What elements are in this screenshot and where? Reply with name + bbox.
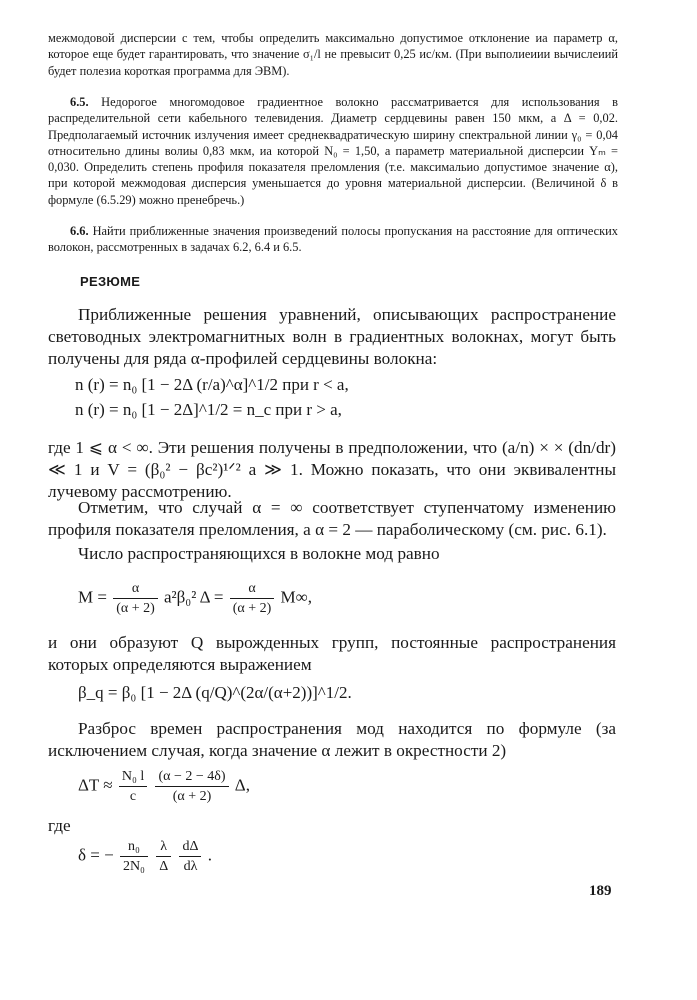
eq4-tail: Δ,	[234, 775, 250, 795]
problem-6-5-text: Недорогое многомодовое градиентное волокно рассматривается для использования в распределительной сети кабельного телевидения. Диаметр сердцевины равен 150 мкм, а Δ = 0,02. Предполагаемый источник излучения имеет среднеквадратическую ширину спектральной линии γ₀ = 0,04 относительно длины волиы 0,83 мкм, иа которой N₀ = 1,50, а параметр материальной дисперсии Yₘ = 0,030. Определить степень профиля показателя преломления (т.е. максимальио допустимое значение α), при которой межмодовая дисперсия уменьшается до уровня материальной дисперсии. (Величиной δ в формуле (6.5.29) можно пренебречь.)	[48, 95, 618, 207]
summary-paragraph-1-text: Приближенные решения уравнений, описывающих распространение световодных электромагнитных волн в градиентных волокнах, могут быть получены для ряда α-профилей сердцевины волокна:	[48, 305, 616, 368]
summary-paragraph-5	[48, 632, 616, 676]
problem-6-5-number: 6.5.	[70, 95, 89, 109]
problem-6-6-text: Найти приближенные значения произведений полосы пропускания на расстояние для оптических волокон, рассмотренных в задачах 6.2, 6.4 и 6.5.	[48, 224, 618, 255]
equation-propagation-constants: β_q = β₀ [1 − 2Δ (q/Q)^(2α/(α+2))]^1/2.	[78, 683, 352, 702]
problem-6-4-text: межмодовой дисперсии с тем, чтобы определить максимально допустимое отклонение иа параметр α, которое еще будет гарантировать, что значение σ₁/l не превысит 0,25 ис/км. (При выполиеиии вычислеиий будет полезиа короткая программа для ЭВМ).	[48, 31, 618, 78]
eq2-lhs: M =	[78, 587, 107, 607]
equation-profile-line-2: n (r) = n₀ [1 − 2Δ]^1/2 = n_c при r > a,	[75, 400, 342, 419]
equation-profile-line-1: n (r) = n₀ [1 − 2Δ (r/a)^α]^1/2 при r < a,	[75, 375, 349, 394]
summary-paragraph-6-text: Разброс времен распространения мод находится по формуле (за исключением случая, когда значение α лежит в окрестности 2)	[48, 719, 616, 760]
summary-paragraph-4-text: Число распространяющихся в волокне мод равно	[78, 544, 440, 563]
summary-paragraph-4	[48, 543, 616, 565]
section-heading: РЕЗЮМЕ	[80, 274, 141, 289]
eq4-lhs: ΔT ≈	[78, 775, 113, 795]
problem-6-6	[48, 223, 618, 256]
eq4-fraction-1: $\frac{\text{N₀ l}}{c}$	[119, 768, 147, 805]
equation-delay-spread	[78, 768, 250, 805]
summary-paragraph-2	[48, 437, 616, 503]
summary-paragraph-3	[48, 497, 616, 541]
problem-6-6-number: 6.6.	[70, 224, 89, 238]
summary-paragraph-7	[48, 815, 616, 837]
summary-paragraph-1	[48, 304, 616, 370]
summary-paragraph-6	[48, 718, 616, 762]
equation-mode-count	[78, 580, 312, 617]
eq5-lhs: δ = −	[78, 845, 114, 865]
eq2-fraction-2: $\frac{\alpha}{(\alpha + 2)}$	[230, 580, 275, 617]
problem-6-5	[48, 94, 618, 208]
equation-delta	[78, 838, 212, 875]
eq5-fraction-3: $\frac{d\Delta}{d\lambda}$	[179, 838, 201, 875]
problem-6-4-tail	[48, 30, 618, 79]
eq5-fraction-2: $\frac{\lambda}{\Delta}$	[156, 838, 171, 875]
eq4-fraction-2: $\frac{(\alpha - 2 - 4\delta)}{(\alpha + 2)}$	[155, 768, 228, 805]
summary-paragraph-3-text: Отметим, что случай α = ∞ соответствует ступенчатому изменению профиля показателя преломления, а α = 2 — параболическому (см. рис. 6.1).	[48, 498, 616, 539]
summary-paragraph-5-text: и они образуют Q вырожденных групп, постоянные распространения которых определяются выражением	[48, 633, 616, 674]
eq2-middle: a²β₀² Δ =	[164, 587, 224, 607]
eq5-fraction-1: $\frac{\text{n₀}}{\text{2N₀}}$	[120, 838, 148, 875]
eq2-tail: M∞,	[280, 587, 313, 607]
eq5-tail: .	[207, 845, 212, 865]
summary-paragraph-7-text: где	[48, 816, 71, 835]
summary-paragraph-2-text: где 1 ⩽ α < ∞. Эти решения получены в предположении, что (a/n) × × (dn/dr) ≪ 1 и V = (β₀² − βc²)¹ᐟ² a ≫ 1. Можно показать, что они эквивалентны лучевому рассмотрению.	[48, 438, 616, 501]
page-number: 189	[589, 883, 612, 899]
eq2-fraction-1: $\frac{\alpha}{(\alpha + 2)}$	[113, 580, 158, 617]
